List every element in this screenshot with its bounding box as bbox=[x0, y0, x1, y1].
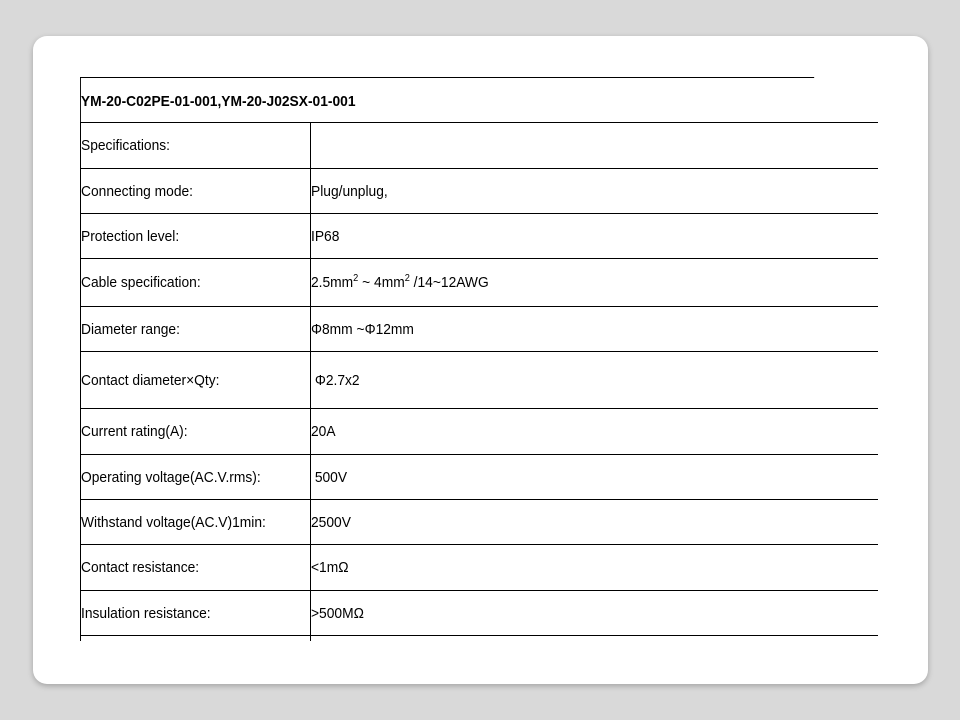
table-row bbox=[80, 499, 878, 544]
table-row bbox=[80, 544, 878, 590]
row-value: $2.5mm^2$ ~ $4mm^2$ /14~12AWG bbox=[310, 259, 878, 306]
table-row bbox=[80, 306, 878, 351]
row-label: Connecting mode: bbox=[80, 169, 310, 213]
table-row bbox=[80, 122, 878, 168]
row-label: Diameter range: bbox=[80, 307, 310, 351]
table-row bbox=[80, 408, 878, 454]
row-label: Protection level: bbox=[80, 214, 310, 258]
table-row bbox=[80, 590, 878, 635]
row-label: Current rating(A): bbox=[80, 409, 310, 454]
row-value: 500V bbox=[310, 455, 878, 499]
specification-table bbox=[80, 77, 878, 641]
row-value: 2500V bbox=[310, 500, 878, 544]
row-value: Φ2.7x2 bbox=[310, 352, 878, 408]
row-label: Insulation resistance: bbox=[80, 591, 310, 635]
row-value: 20A bbox=[310, 409, 878, 454]
table-row bbox=[80, 258, 878, 306]
table-border bbox=[80, 636, 310, 641]
table-border bbox=[310, 636, 878, 641]
row-label: Withstand voltage(AC.V)1min: bbox=[80, 500, 310, 544]
row-value: IP68 bbox=[310, 214, 878, 258]
row-value: <1mΩ bbox=[310, 545, 878, 590]
row-label: Contact diameter×Qty: bbox=[80, 352, 310, 408]
table-row bbox=[80, 168, 878, 213]
table-row bbox=[80, 454, 878, 499]
table-row bbox=[80, 351, 878, 408]
table-bottom-rule bbox=[80, 635, 878, 641]
row-value: >500MΩ bbox=[310, 591, 878, 635]
row-label: Specifications: bbox=[80, 123, 310, 168]
table-row bbox=[80, 213, 878, 258]
row-value bbox=[310, 123, 878, 168]
row-label: Contact resistance: bbox=[80, 545, 310, 590]
row-label: Operating voltage(AC.V.rms): bbox=[80, 455, 310, 499]
row-value: Plug/unplug, bbox=[310, 169, 878, 213]
row-value: Φ8mm ~Φ12mm bbox=[310, 307, 878, 351]
table-title: YM-20-C02PE-01-001,YM-20-J02SX-01-001 bbox=[80, 77, 814, 122]
row-label: Cable specification: bbox=[80, 259, 310, 306]
